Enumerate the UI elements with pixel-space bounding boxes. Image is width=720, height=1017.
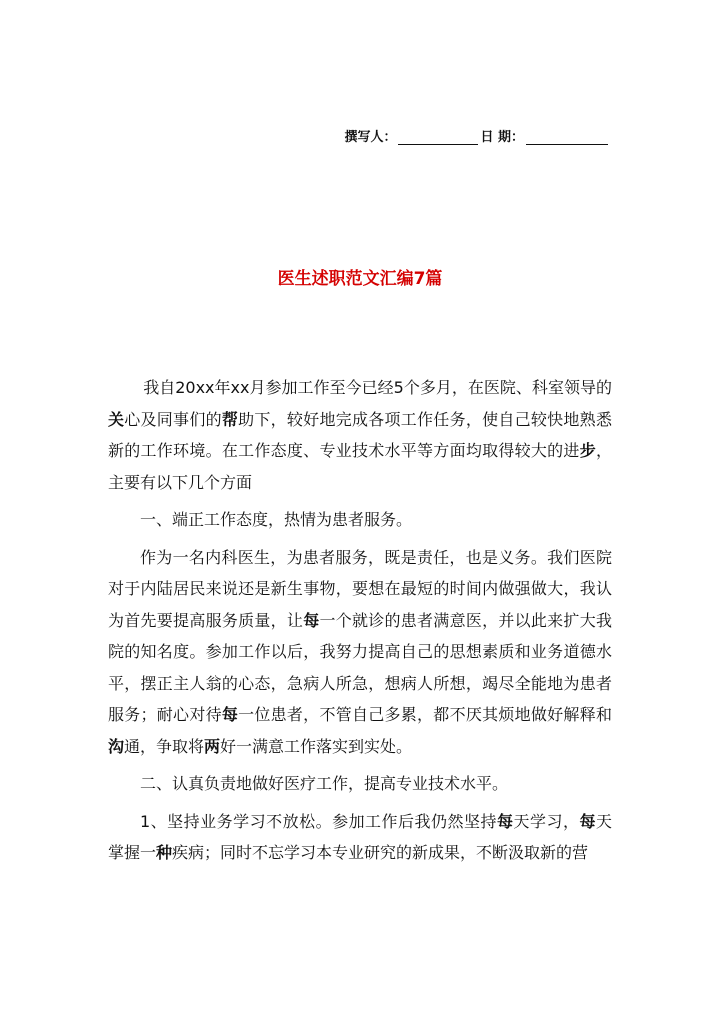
emphasized-text: 每 — [303, 610, 320, 630]
body-paragraph — [108, 806, 612, 869]
paragraph-text: 天学习， — [513, 811, 580, 831]
paragraph-text: ，主要有以下几个方面 — [108, 441, 612, 492]
body-paragraph — [108, 504, 612, 536]
paragraph-text: 疾病；同时不忘学习本专业研究的新成果，不断汲取新的营 — [172, 843, 589, 862]
emphasized-text: 两 — [204, 736, 221, 756]
date-label: 日 期： — [480, 130, 524, 145]
paragraph-text: 作为一名内科医生，为患者服务，既是责任，也是义务。我们医院对于内陆居民来说还是新生事物，要想在最短的时间内做强做大，我认为首先要提高服务质量，让 — [108, 547, 612, 630]
paragraph-text: 二、认真负责地做好医疗工作，提高专业技术水平。 — [140, 774, 509, 793]
body-paragraph — [108, 768, 612, 800]
document-title: 医生述职范文汇编7篇 — [277, 269, 443, 289]
author-label: 撰写人： — [344, 130, 397, 145]
emphasized-text: 种 — [156, 843, 173, 862]
paragraph-text: 一个就诊的患者满意医，并以此来扩大我院的知名度。参加工作以后，我努力提高自己的思想素质和业务道德水平，摆正主人翁的心态，急病人所急，想病人所想，竭尽全能地为患者服务；耐心对待 — [108, 610, 612, 724]
paragraph-text: 通，争取将 — [124, 736, 205, 756]
author-date-line — [344, 126, 610, 145]
emphasized-text: 步 — [579, 441, 596, 460]
date-blank — [526, 130, 608, 145]
paragraph-text: 天掌握一 — [108, 811, 612, 862]
document-body — [108, 372, 612, 875]
body-paragraph — [108, 542, 612, 763]
paragraph-text: 1、坚持业务学习不放松。参加工作后我仍然坚持 — [140, 811, 497, 831]
paragraph-text: 好一满意工作落实到实处。 — [220, 736, 413, 756]
emphasized-text: 帮 — [221, 409, 239, 429]
emphasized-text: 关 — [108, 409, 125, 429]
paragraph-text: 心及同事们的 — [124, 409, 222, 429]
emphasized-text: 沟 — [108, 736, 125, 756]
paragraph-text: 一位患者，不管自己多累，都不厌其烦地做好解释和 — [238, 705, 612, 724]
paragraph-text: 一、端正工作态度，热情为患者服务。 — [140, 510, 413, 529]
paragraph-text: 我自20xx年xx月参加工作至今已经5个多月，在医院、科室领导的 — [143, 378, 612, 397]
emphasized-text: 每 — [221, 705, 239, 724]
emphasized-text: 每 — [496, 811, 514, 831]
emphasized-text: 每 — [579, 811, 596, 831]
paragraph-text: 助下，较好地完成各项工作任务，使自己较快地熟悉新的工作环境。在工作态度、专业技术水平等方面均取得较大的进 — [108, 409, 612, 460]
body-paragraph — [108, 372, 612, 498]
author-blank — [398, 130, 478, 145]
